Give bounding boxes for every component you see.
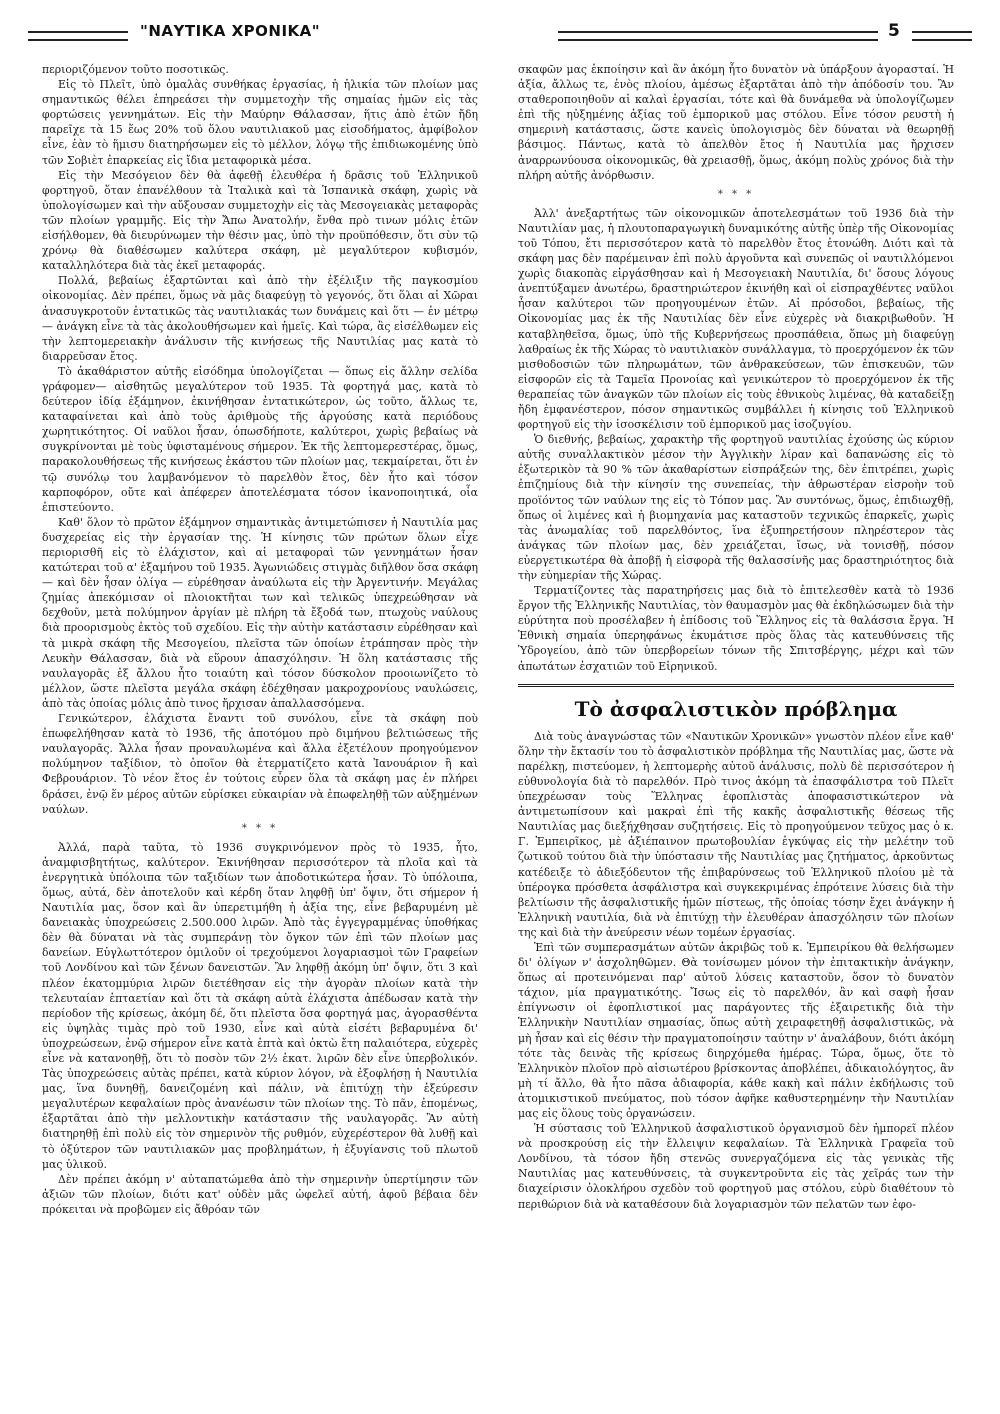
paragraph: Εἰς τὴν Μεσόγειον δὲν θὰ ἀφεθῇ ἐλευθέρα ἡ δρᾶσις τοῦ Ἑλληνικοῦ φορτηγοῦ, ὅταν ἐπανέλθουν τὰ Ἰταλικὰ καὶ τὰ Ἱσπανικὰ σκάφη, χωρὶς νὰ ὑπολογίσωμεν καὶ τὴν αὔξουσαν συμμετοχὴν εἰς τὰς Μεσογειακὰς μεταφορὰς τῶν πλοίων γραμμῆς. Εἰς τὴν Ἄπω Ἀνατολήν, ἔνθα πρὸ τινων μόλις ἐτῶν εἰσήλθομεν, θὰ διευρύνωμεν τὴν θέσιν μας, ὑπὸ τὴν προϋπόθεσιν, ὅτι σὺν τῷ χρόνῳ θὰ διαθέσωμεν καλύτερα σκάφη, μὲ μεγαλύτερον κυβισμόν, καταλληλότερα διὰ τὰς ἐκεῖ μεταφοράς.	[42, 168, 478, 273]
left-column	[42, 62, 478, 1217]
paragraph: Γενικώτερον, ἐλάχιστα ἔναντι τοῦ συνόλου, εἶνε τὰ σκάφη ποὺ ἐπωφελήθησαν κατὰ τὸ 1936, τῆς ἀποτόμου πρὸ διμήνου βελτιώσεως τῆς ναυλαγορᾶς. Ἄλλα ἦσαν προναυλωμένα καὶ ἄλλα ἐξετέλουν προηγούμενον πολύμηνον ταξίδιον, τὸ ὁποῖον θὰ ἐτερματίζετο κατὰ Ἰανουάριον ἢ καὶ Φεβρουάριον. Τὸ νέον ἔτος ἐν τούτοις εὗρεν ὅλα τὰ σκάφη μας ἐν πλήρει δράσει, ἐνῷ ἕν μέρος αὐτῶν εὑρίσκει εὐκαιρίαν νὰ ἐπωφεληθῇ τῶν αὐξημένων ναύλων.	[42, 712, 478, 816]
paragraph: Πολλά, βεβαίως ἐξαρτῶνται καὶ ἀπὸ τὴν ἐξέλιξιν τῆς παγκοσμίου οἰκονομίας. Δὲν πρέπει, ὅμως νὰ μᾶς διαφεύγῃ τὸ γεγονός, ὅτι ὅλαι αἱ Χῶραι ἀνασυγκροτοῦν ἐντατικῶς τὰς ναυτιλιακάς των δυνάμεις καὶ ὅτι — ἐν μέτρῳ — ἀνάγκη εἶνε τὰ τὰς ἀκολουθήσωμεν καὶ ἡμεῖς. Καὶ τώρα, ἂς εἰσέλθωμεν εἰς τὴν λεπτομερειακὴν ἀνάλυσιν τῆς κινήσεως τῆς Ναυτιλίας μας κατὰ τὸ διαρρεῦσαν ἔτος.	[42, 274, 478, 363]
section-separator: * * *	[717, 188, 755, 200]
paragraph: Καθ' ὅλον τὸ πρῶτον ἑξάμηνον σημαντικὰς ἀντιμετώπισεν ἡ Ναυτιλία μας δυσχερείας εἰς τὴν ἐργασίαν της. Ἡ κίνησις τῶν πρώτων ὅλων εἶχε περιορισθῆ εἰς τὸ ἐλάχιστον, καὶ αἱ μεταφοραὶ τῶν γεννημάτων ἦσαν κατώτεραι τοῦ α' ἑξαμήνου τοῦ 1935. Ἀγωνιώδεις στιγμὰς διῆλθον ὅσα σκάφη — καὶ δὲν ἦσαν ὀλίγα — εὑρέθησαν ἀναύλωτα εἰς τὴν Ἀργεντινήν. Μεγάλας ζημίας ἀπεκόμισαν οἱ πλοιοκτῆται των καὶ τελικῶς ὑπεχρεώθησαν νὰ δεχθοῦν, μετὰ πολύμηνον ἀργίαν μὲ πλήρη τὰ ἔξοδά των, πτωχοὺς ναύλους διὰ προορισμοὺς ἐκτὸς τοῦ σχεδίου. Εἰς τὴν αὐτὴν κατάστασιν εὑρέθησαν καὶ τὰ μικρὰ σκάφη τῆς Μεσογείου, πλεῖστα τῶν ὁποίων ἐτράπησαν πρὸς τὴν Λευκὴν Θάλασσαν, διὰ νὰ εὕρουν ἀπασχόλησιν. Ἡ ὅλη κατάστασις τῆς ναυλαγορᾶς ἐξ ἄλλου ἦτο τοιαύτη καὶ τόσον δύσκολον προοιωνίζετο τὸ μέλλον, ὥστε πλεῖστα μεγάλα σκάφη ἐδέχθησαν μακροχρονίους ναυλώσεις, ἀπὸ τὰς ὁποίας μόλις ἀπὸ τινος ἤρχισαν ἀπαλλασσόμενα.	[42, 515, 478, 710]
publication-title: "ΝΑΥΤΙΚΑ ΧΡΟΝΙΚΑ"	[140, 22, 321, 40]
right-column	[518, 62, 954, 1212]
header-rule-end	[912, 31, 972, 41]
paragraph: Ὁ διεθνής, βεβαίως, χαρακτὴρ τῆς φορτηγοῦ ναυτιλίας ἐχούσης ὡς κύριον αὐτῆς συναλλακτικὸν μέσον τὴν Ἀγγλικὴν λίραν καὶ δαπανώσης εἰς τὸ ἐξωτερικὸν τὰ 90 % τῶν ἀκαθαρίστων εἰσπράξεών της, δὲν ἐπιτρέπει, χωρὶς ἐπιζημίους διὰ τὴν κίνησίν της συνεπείας, τὴν ἀθρωστέραν εἰσροὴν τοῦ προϊόντος τῶν ναύλων της εἰς τὸ Τόπον μας. Ἂν συντόνως, ὅμως, ἐπιδιωχθῇ, ὅπως οἱ λιμένες καὶ ἡ βιομηχανία μας καταστοῦν τεχνικῶς ἐπαρκεῖς, χωρὶς τὰς ἀνωμαλίας τοῦ παρελθόντος, ἵνα ἐξυπηρετήσουν πληρέστερον τὰς ἀνάγκας τῶν πλοίων μας, δὲν χρειάζεται, ἴσως, νὰ τονισθῇ, πόσον εὐεργετικωτέρα θὰ ἀποβῇ ἡ εἰσφορὰ τῆς θαλασσίνῆς μας δραστηριότητος διὰ τὴν εὐημερίαν τῆς Χώρας.	[518, 433, 954, 582]
paragraph: σκαφῶν μας ἐκποίησιν καὶ ἂν ἀκόμη ἦτο δυνατὸν νὰ ὑπάρξουν ἀγορασταί. Ἡ ἀξία, ἄλλως τε, ἑνὸς πλοίου, ἀμέσως ἐξαρτᾶται ἀπὸ τὴν ἀπόδοσίν του. Ἂν σταθεροποιηθοῦν αἱ καλαὶ ἐργασίαι, τότε καὶ θὰ δυνάμεθα νὰ ὑπολογίζωμεν ἐπὶ τῆς ηὐξημένης ἀξίας τοῦ ἐμπορικοῦ μας στόλου. Εἶνε τόσον ρευστὴ ἡ σημερινὴ κατάστασις, ὥστε κανεὶς ὑπολογισμὸς δὲν δύναται νὰ θεωρηθῇ βάσιμος. Πάντως, κατὰ τὸ ἀπελθὸν ἔτος ἡ Ναυτιλία μας ἤρχισεν ἀναρρωνύουσα οἰκονομικῶς, θὰ χρειασθῇ, ὅμως, ἀκόμη πολὺς χρόνος διὰ τὴν πλήρη αὐτῆς ἀνόρθωσιν.	[518, 63, 954, 182]
paragraph: Εἰς τὸ Πλεῖτ, ὑπὸ ὁμαλὰς συνθήκας ἐργασίας, ἡ ἡλικία τῶν πλοίων μας σημαντικῶς θέλει ἐπηρεάσει τὴν συμμετοχὴν τῆς σημαίας ἡμῶν εἰς τὰς φορτώσεις γεννημάτων. Εἰς τὴν Μαύρην Θάλασσαν, ἥτις ἀπὸ ἐτῶν ἤδη παρεῖχε τὰ 15 ἕως 20% τοῦ ὅλου ναυτιλιακοῦ μας εἰσοδήματος, ἀμφίβολον εἶνε, ἐὰν τὸ ἥμισυ διατηρήσωμεν εἰς τὸ μέλλον, λόγῳ τῆς ἐπιδιωκομένης ὑπὸ τῶν Σοβιὲτ ἐπαρκείας εἰς ἴδια μεταφορικὰ μέσα.	[42, 78, 478, 167]
paragraph: Τερματίζοντες τὰς παρατηρήσεις μας διὰ τὸ ἐπιτελεσθὲν κατὰ τὸ 1936 ἔργον τῆς Ἑλληνικῆς Ναυτιλίας, τὸν θαυμασμὸν μας θὰ ἐκδηλώσωμεν διὰ τὴν εὐρύτητα ποὺ προσέλαβεν ἡ ἐπίδοσις τοῦ Ἕλληνος εἰς τὰ θαλάσσια ἔργα. Ἡ Ἐθνικὴ σημαία ὑπερηφάνως ἐκυμάτισε πρὸς ὅλας τὰς κατευθύνσεις τῆς Ὑδρογείου, ἀπὸ τῶν ὑπερβορείων τόνων τῆς Σπιτσβέργης, μέχρι καὶ τῶν ἀπωτάτων ἐσχατιῶν τοῦ Εἰρηνικοῦ.	[518, 584, 954, 673]
paragraph: Ἡ σύστασις τοῦ Ἑλληνικοῦ ἀσφαλιστικοῦ ὀργανισμοῦ δὲν ἠμπορεῖ πλέον νὰ προσκρούσῃ εἰς τὴν ἔλλειψιν κεφαλαίων. Τὰ Ἑλληνικὰ Γραφεῖα τοῦ Λονδίνου, τὰ τόσον ἤδη στενῶς συνεργαζόμενα εἰς τὰς γενικὰς τῆς Ναυτιλίας μας κατευθύνσεις, τὰ συγκεντροῦντα εἰς τὰς χεῖράς των τὴν διαχείρισιν ὁλοκλήρου σχεδὸν τοῦ φορτηγοῦ μας στόλου, εὐρὺ διαθέτουν τὸ περιθώριον διὰ νὰ καταθέσουν διὰ λογαριασμὸν τῶν πελατῶν των ἐφο-	[518, 1122, 954, 1211]
paragraph: Ἐπὶ τῶν συμπερασμάτων αὐτῶν ἀκριβῶς τοῦ κ. Ἐμπειρίκου θὰ θελήσωμεν δι' ὀλίγων ν' ἀσχοληθῶμεν. Θὰ τονίσωμεν μόνον τὴν ἐπιτακτικὴν ἀνάγκην, ὅπως αἱ προτεινόμεναι παρ' αὐτοῦ λύσεις καταστοῦν, ὅσον τὸ δυνατὸν τάχιον, μία πραγματικότης. Ἴσως εἰς τὸ παρελθόν, ἂν καὶ σαφὴ ἦσαν ἐπίγνωσιν οἱ ἐφοπλιστικοί μας παράγοντες τῆς ἐξαιρετικῆς διὰ τὴν Ἑλληνικὴν Ναυτιλίαν σημασίας, ὅπως αὐτὴ χειραφετηθῇ ἀσφαλιστικῶς, νὰ μὴ ἦσαν καὶ εἰς θέσιν τὴν πραγματοποίησιν ταύτην ν' ἀναλάβουν, διότι ἀκόμη τότε τὰς δεινὰς τῆς κρίσεως διηρχόμεθα ἡμέρας. Τώρα, ὅμως, ὅτε τὸ Ἑλληνικὸν πλοῖον πρὸ αἰσιωτέρου βρίσκοντας ἀποβλέπει, ἀδικαιολόγητος, ἂν μὴ τί ἄλλο, θὰ ἦτο πᾶσα ἀδιαφορία, κάθε κακὴ καὶ πάλιν ἐκδήλωσις τοῦ ἀτομικιστικοῦ πνεύματος, ποὺ τόσον ἀφῆκε καθυστερημένην τὴν Ναυτιλίαν μας εἰς ὅλους τοὺς ὀργανώσειν.	[518, 940, 954, 1120]
paragraph: Τὸ ἀκαθάριστον αὐτῆς εἰσόδημα ὑπολογίζεται — ὅπως εἰς ἄλλην σελίδα γράφομεν— αἰσθητῶς μεγαλύτερον τοῦ 1935. Τὰ φορτηγά μας, κατὰ τὸ δεύτερον ἰδίᾳ ἑξάμηνον, ἐκινήθησαν ἐντατικώτερον, ὡς τοῦτο, ἄλλως τε, καταφαίνεται καὶ ἀπὸ τοὺς ἀριθμοὺς τῆς ἀργούσης κατὰ περιόδους χωρητικότητος. Οἱ ναῦλοι ἦσαν, ὁπωσδήποτε, καλύτεροι, χωρὶς βεβαίως νὰ συγκρίνονται μὲ τοὺς ὑφισταμένους σήμερον. Ἐκ τῆς λεπτομερεστέρας, ὅμως, παρακολουθήσεως τῆς κινήσεως ἑκάστου τῶν πλοίων μας, τεκμαίρεται, ὅτι ἐν τῷ συνόλῳ του λαμβανόμενον τὸ παρελθὸν ἔτος, δὲν ἦτο καὶ τόσον καρποφόρον, οὔτε καὶ ἀπέφερεν ἀποτελέσματα τόσον ἱκανοποιητικά, οἷα ἐπιστεύοντο.	[42, 364, 478, 514]
section-heading: Τὸ ἀσφαλιστικὸν πρόβλημα	[518, 684, 954, 721]
paragraph: περιοριζόμενον τοῦτο ποσοτικῶς.	[42, 63, 229, 76]
header-rule-left	[28, 31, 128, 41]
paragraph: Ἀλλ' ἀνεξαρτήτως τῶν οἰκονομικῶν ἀποτελεσμάτων τοῦ 1936 διὰ τὴν Ναυτιλίαν μας, ἡ πλουτοπαραγωγικὴ δυναμικότης αὐτῆς ὑπὲρ τῆς Οἰκονομίας τοῦ Τόπου, ἔτι περισσότερον κατὰ τὸ παρελθὸν ἔτος ἐτονώθη. Διότι καὶ τὰ σκάφη μας δὲν παρέμειναν ἐπὶ πολὺ ἀργοῦντα καὶ συνεπῶς οἱ ναυτιλλόμενοι χωρὶς διακοπὰς εἰργάσθησαν καὶ ἡ Μεσογειακὴ Ναυτιλία, δι' ὅσους λόγους ἀνεπτύξαμεν ἀνωτέρω, δραστηριώτερον ἐκινήθη καὶ οἱ εἰσπραχθέντες ναῦλοι ἦσαν καλύτεροι τῶν προηγουμένων ἐτῶν. Αἱ πρόσοδοι, βεβαίως, τῆς Οἰκονομίας μας ἐκ τῆς Ναυτιλίας δὲν εἶνε εὐχερὲς νὰ διακριβωθοῦν. Ἡ καταβληθεῖσα, ὅμως, ὑπὸ τῆς Κυβερνήσεως προσπάθεια, ὅπως μὴ διαφεύγῃ λαθραίως ἐκ τῆς Χώρας τὸ ναυτιλιακὸν συνάλλαγμα, τὸ προερχόμενον ἐκ τῶν μισθοδοσιῶν τῶν πληρωμάτων, τῶν ἀνθρακεύσεων, τῶν ἐπισκευῶν, τῶν εἰσφορῶν εἰς τὰ Ταμεῖα Προνοίας καὶ γενικώτερον τὸ προερχόμενον ἐκ τῆς θεραπείας τῶν ἀναγκῶν τῶν πλοίων εἰς τοὺς ἐθνικοὺς λιμένας, θὰ καταδείξῃ ἤδη ἐμφανέστερον, πόσον σημαντικῶς συμβάλλει ἡ κίνησις τοῦ Ἑλληνικοῦ φορτηγοῦ εἰς τὴν ἰσοσκέλισιν τοῦ ἐμπορικοῦ μας ἰσοζυγίου.	[518, 206, 954, 432]
header-rule-right	[558, 31, 878, 41]
page-number: 5	[888, 21, 900, 41]
paragraph: Δὲν πρέπει ἀκόμη ν' αὐταπατώμεθα ἀπὸ τὴν σημερινὴν ὑπερτίμησιν τῶν ἀξιῶν τῶν πλοίων, διότι κατ' οὐδὲν μᾶς ὠφελεῖ αὐτή, ἀφοῦ βέβαια δὲν πρόκειται νὰ προβῶμεν εἰς ἄθρόαν τῶν	[42, 1172, 478, 1216]
paragraph: Διὰ τοὺς ἀναγνώστας τῶν «Ναυτικῶν Χρονικῶν» γνωστὸν πλέον εἶνε καθ' ὅλην τὴν ἔκτασίν του τὸ ἀσφαλιστικὸν πρόβλημα τῆς Ναυτιλίας μας, ὥστε νὰ παρέλκῃ, πιστεύομεν, ἡ λεπτομερὴς αὐτοῦ ἀνάλυσις, πολὺ δὲ περισσότερον ἡ εὐθυνολογία διὰ τὸ παρελθόν. Πρὸ τινος ἀκόμη τὰ ἐπασφάλιστρα τοῦ Πλεῖτ ὑπεχρέωσαν τοὺς Ἕλληνας ἐφοπλιστὰς ἀποφασιστικώτερον νὰ ἀντιμετωπίσουν καὶ μακραὶ ἐπὶ τῆς κακῆς ἀσφαλιστικῆς θέσεως τῆς Ναυτιλίας μας διεξήχθησαν συζητήσεις. Εἰς τὸ προηγούμενον τεῦχος μας ὁ κ. Γ. Ἐμπειρῖκος, μὲ ἀξιέπαινον πρωτοβουλίαν ἐγκύψας εἰς τὴν μελέτην τοῦ ζωτικοῦ τούτου διὰ τὴν ὑπόστασιν τῆς Ναυτιλίας μας ζητήματος, ἀρκοῦντως κατέδειξε τὸ ἀδιεξόδευτον τῆς ἐπιβαρύνσεως τοῦ Ἑλληνικοῦ πλοίου μὲ τὰ ὑπέρογκα πρόσθετα ἀσφάλιστρα καὶ συγκεκριμένας ἐπρότεινε λύσεις διὰ τὴν βελτίωσιν τῆς ἀσφαλιστικῆς ἡμῶν πίστεως, τῆς ὁποίας τόσην ἔχει ἀνάγκην ἡ Ἑλληνικὴ ναυτιλία, διὰ νὰ ἐπιτύχῃ τὴν ἐλευθέραν ἀπασχόλησιν τῶν πλοίων της καὶ διὰ τὴν ἀνεύρεσιν νέων τομέων ἐργασίας.	[518, 729, 954, 939]
section-separator: * * *	[241, 822, 279, 834]
page-header	[28, 22, 972, 52]
paragraph: Ἀλλά, παρὰ ταῦτα, τὸ 1936 συγκρινόμενον πρὸς τὸ 1935, ἦτο, ἀναμφισβητήτως, καλύτερον. Ἐκινήθησαν περισσότερον τὰ πλοῖα καὶ τὰ ἐνεργητικὰ ὑπόλοιπα τῶν ταξιδίων των ἀποδοτικώτερα ἦσαν. Τὸ ὑπόλοιπα, ὅμως, αὐτά, δὲν ἀποτελοῦν καὶ κέρδη ὅταν ληφθῇ ὑπ' ὄψιν, ὅτι σήμερον ἡ Ναυτιλία μας, ὅσον καὶ ἂν ὑπερετιμήθη ἡ ἀξία της, εἶνε βεβαρυμένη μὲ δανειακὰς ὑποχρεώσεις 2.500.000 λιρῶν. Ἀπὸ τὰς ἐγγεγραμμένας ὑποθήκας δὲν θὰ δύναται νὰ τὰς συμπεράνῃ τὸν ὄγκον τῶν ἐπὶ τῶν πλοίων μας δανείων. Εὐγλωττότερον ὁμιλοῦν οἱ τρεχούμενοι λογαριασμοὶ τῶν Γραφείων τοῦ Λονδίνου καὶ τῶν ξένων δανειστῶν. Ἂν ληφθῇ ἀκόμη ὑπ' ὄψιν, ὅτι 3 καὶ πλέον ἑκατομμύρια λιρῶν διετέθησαν εἰς τὴν ἀγορὰν πλοίων κατὰ τὴν τελευταίαν ἑπταετίαν καὶ ὅτι τὰ σκάφη αὐτὰ ἐλάχιστα ἀπέδωσαν κατὰ τὴν περίοδον τῆς κρίσεως, ἀκόμη δέ, ὅτι πλεῖστα ὅσα φορτηγά μας, ἀγορασθέντα εἰς ὑψηλὰς τιμὰς πρὸ τοῦ 1930, εἶνε καὶ αὐτὰ εἰσέτι βεβαρυμένα δι' ὑποχρεώσεων, ἐνῷ σήμερον εἶνε κατὰ ἑπτὰ καὶ ὀκτὼ ἔτη παλαιότερα, εὐχερὲς εἶνε νὰ κατανοηθῇ, ὅτι τὸ ποσὸν τῶν 2½ ἑκατ. λιρῶν δὲν εἶνε ὑπερβολικόν. Τὰς ὑποχρεώσεις αὐτὰς πρέπει, κατὰ κύριον λόγον, νὰ ἐξοφλήσῃ ἡ Ναυτιλία μας, ἵνα δυνηθῇ, δανειζομένη καὶ πάλιν, νὰ ἐπιτύχῃ τὴν ἐξεύρεσιν μεγαλυτέρων κεφαλαίων πρὸς ἀνανέωσιν τῶν πλοίων της. Τὸ πᾶν, ἐπομένως, ἐξαρτᾶται ἀπὸ τὴν μελλοντικὴν κατάστασιν τῆς ναυλαγορᾶς. Ἂν αὐτὴ διατηρηθῇ ἐπὶ πολὺ εἰς τὸν σημερινὸν τῆς ρυθμόν, εὐχερέστερον θὰ λυθῇ καὶ τὸ ὀξύτερον τῶν ναυτιλιακῶν μας προβλημάτων, ἡ ἐξυγίανσις τοῦ πλωτοῦ μας ὑλικοῦ.	[42, 840, 478, 1171]
